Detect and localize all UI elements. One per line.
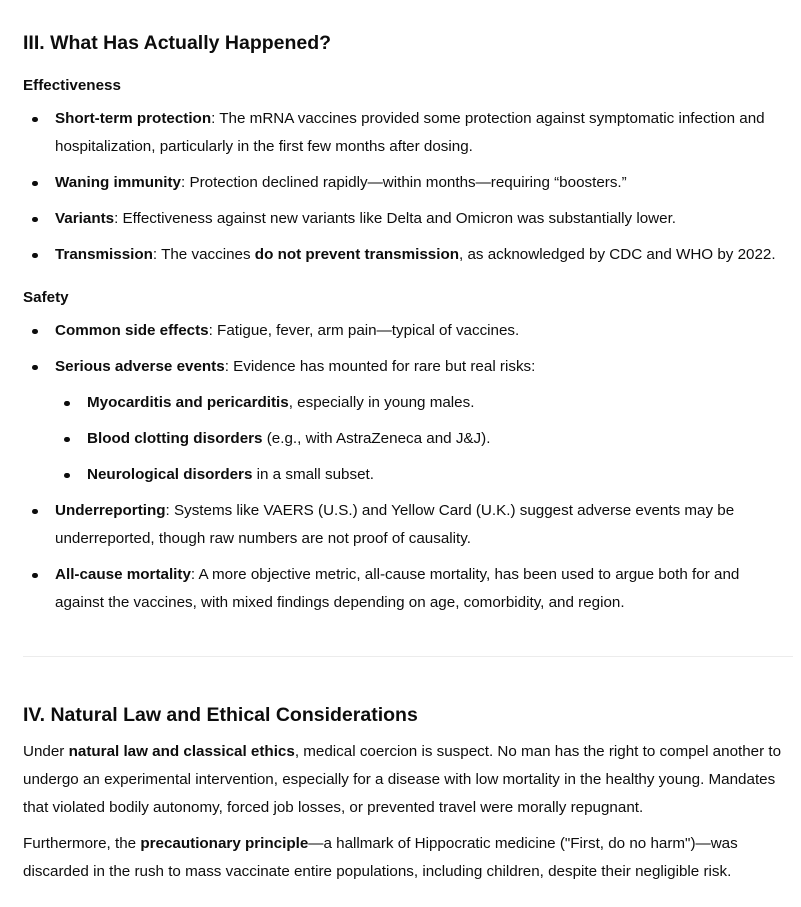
bullet-icon [64,473,70,479]
item-label: Serious adverse events [55,358,225,375]
item-label: Variants [55,210,115,227]
list-item-short-term-protection [55,105,790,161]
item-text: : Evidence has mounted for rare but real risks: [224,358,536,375]
item-text: : A more objective metric, all-cause mortality, has been used to argue both for and against the vaccines, with mixed findings depending on age, comorbidity, and region. [55,566,740,611]
para-text: Under [23,743,69,760]
paragraph-natural-law [23,738,793,822]
list-item-variants [55,205,790,233]
item-emphasis: do not prevent transmission [254,246,460,263]
bullet-icon [32,253,38,259]
section-divider [23,656,793,657]
list-item-serious-adverse-events [55,353,790,381]
safety-heading: Safety [23,289,69,306]
bullet-icon [32,573,38,579]
sub-list-item-myocarditis [87,389,787,417]
bullet-icon [32,181,38,187]
item-label: Waning immunity [55,174,181,191]
item-label: Myocarditis and pericarditis [87,394,289,411]
item-text: in a small subset. [252,466,374,483]
para-text: , medical coercion is suspect. No man has the right to compel another to undergo an experimental intervention, especially for a disease with low mortality in the healthy young. Mandates that violated bodily autonomy, forced job losses, or prevented travel were morally repugnant. [23,743,782,816]
bullet-icon [64,401,70,407]
item-label: Blood clotting disorders [87,430,263,447]
item-text: (e.g., with AstraZeneca and J&J). [262,430,491,447]
item-text: : Systems like VAERS (U.S.) and Yellow Card (U.K.) suggest adverse events may be underreported, though raw numbers are not proof of causality. [55,502,735,547]
list-item-transmission [55,241,790,269]
para-emphasis: natural law and classical ethics [68,743,295,760]
para-text: —a hallmark of Hippocratic medicine ("First, do no harm")—was discarded in the rush to mass vaccinate entire populations, including children, despite their negligible risk. [23,835,738,880]
list-item-waning-immunity [55,169,790,197]
bullet-icon [32,509,38,515]
bullet-icon [64,437,70,443]
list-item-underreporting [55,497,790,553]
item-text: , especially in young males. [288,394,475,411]
item-label: Neurological disorders [87,466,253,483]
paragraph-precautionary-principle [23,830,793,886]
item-text: : Protection declined rapidly—within months—requiring “boosters.” [181,174,627,191]
bullet-icon [32,329,38,335]
sub-list-item-blood-clotting [87,425,787,453]
item-label: Short-term protection [55,110,212,127]
item-label: Transmission [55,246,153,263]
sub-list-item-neurological [87,461,787,489]
section-3-title: III. What Has Actually Happened? [23,32,332,54]
para-text: Furthermore, the [23,835,141,852]
item-label: Underreporting [55,502,166,519]
list-item-all-cause-mortality [55,561,790,617]
item-label: All-cause mortality [55,566,191,583]
item-text: : Effectiveness against new variants like Delta and Omicron was substantially lower. [114,210,677,227]
item-label: Common side effects [55,322,209,339]
section-4-title: IV. Natural Law and Ethical Considerations [23,704,418,726]
item-text: : Fatigue, fever, arm pain—typical of vaccines. [208,322,520,339]
item-text: , as acknowledged by CDC and WHO by 2022. [459,246,776,263]
bullet-icon [32,217,38,223]
bullet-icon [32,365,38,371]
item-text: : The mRNA vaccines provided some protection against symptomatic infection and hospitalization, particularly in the first few months after dosing. [55,110,765,155]
list-item-common-side-effects [55,317,790,345]
effectiveness-heading: Effectiveness [23,77,121,94]
bullet-icon [32,117,38,123]
para-emphasis: precautionary principle [140,835,309,852]
item-text: : The vaccines [152,246,255,263]
